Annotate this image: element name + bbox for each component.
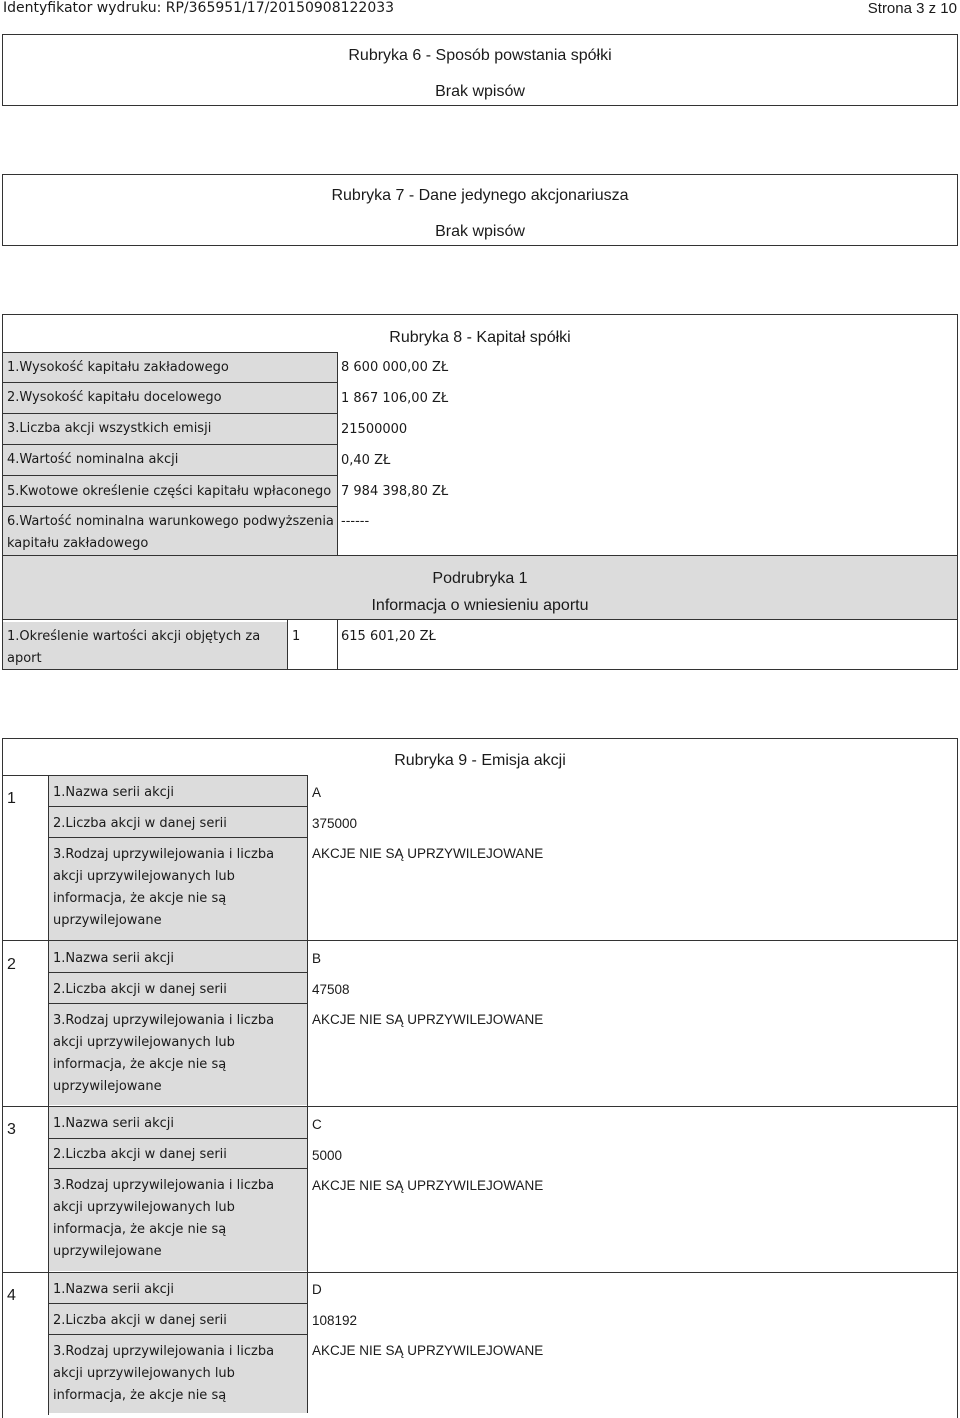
aport-index: 1 (292, 629, 301, 644)
rubryka-7-value: Brak wpisów (435, 223, 525, 240)
series-name-1: A (312, 785, 322, 800)
rubryka-6-title: Rubryka 6 - Sposób powstania spółki (348, 47, 612, 64)
series-index-2: 2 (7, 956, 16, 973)
series-count-label: 2.Liczba akcji w danej serii (53, 1313, 227, 1328)
kapital-value-1: 8 600 000,00 ZŁ (341, 360, 449, 375)
series-pref-label-3: informacja, że akcje nie są (53, 891, 227, 906)
series-name-2: B (312, 951, 322, 966)
series-pref-label-4: uprzywilejowane (53, 913, 162, 928)
print-header (0, 0, 960, 18)
series-pref-label-2: akcji uprzywilejowanych lub (53, 1200, 235, 1215)
series-labels-2 (49, 941, 307, 1105)
series-pref-label-3: informacja, że akcje nie są (53, 1057, 227, 1072)
kapital-value-6: ------ (341, 514, 370, 529)
series-count-1: 375000 (312, 816, 358, 831)
series-pref-4: AKCJE NIE SĄ UPRZYWILEJOWANE (312, 1343, 544, 1358)
series-index-3: 3 (7, 1121, 16, 1138)
series-labels-4 (49, 1273, 307, 1413)
page-number: Strona 3 z 10 (867, 0, 957, 17)
rubryka-6 (2, 34, 958, 106)
series-pref-label-1: 3.Rodzaj uprzywilejowania i liczba (53, 1178, 275, 1193)
series-name-label: 1.Nazwa serii akcji (53, 1116, 174, 1131)
series-count-label: 2.Liczba akcji w danej serii (53, 1147, 227, 1162)
series-pref-label-1: 3.Rodzaj uprzywilejowania i liczba (53, 1344, 275, 1359)
podrubryka-1-subtitle: Informacja o wniesieniu aportu (371, 597, 589, 614)
kapital-label-4: 4.Wartość nominalna akcji (3, 445, 337, 475)
kapital-label-6-line1: 6.Wartość nominalna warunkowego podwyższenia (7, 514, 334, 529)
series-pref-label-3: informacja, że akcje nie są (53, 1222, 227, 1237)
series-count-label: 2.Liczba akcji w danej serii (53, 816, 227, 831)
series-pref-label-1: 3.Rodzaj uprzywilejowania i liczba (53, 847, 275, 862)
rubryka-7-title: Rubryka 7 - Dane jedynego akcjonariusza (331, 187, 629, 204)
series-pref-label-2: akcji uprzywilejowanych lub (53, 1035, 235, 1050)
aport-label-line2: aport (7, 651, 42, 666)
kapital-label-1: 1.Wysokość kapitału zakładowego (3, 353, 337, 382)
series-name-4: D (312, 1282, 322, 1297)
series-count-3: 5000 (312, 1148, 343, 1163)
series-name-label: 1.Nazwa serii akcji (53, 785, 174, 800)
series-pref-label-2: akcji uprzywilejowanych lub (53, 869, 235, 884)
series-name-label: 1.Nazwa serii akcji (53, 951, 174, 966)
series-labels-1 (49, 776, 307, 940)
kapital-label-2: 2.Wysokość kapitału docelowego (3, 383, 337, 413)
series-pref-1: AKCJE NIE SĄ UPRZYWILEJOWANE (312, 846, 544, 861)
series-name-3: C (312, 1117, 322, 1132)
kapital-label-6-line2: kapitału zakładowego (7, 536, 149, 551)
series-pref-3: AKCJE NIE SĄ UPRZYWILEJOWANE (312, 1178, 544, 1193)
kapital-label-6 (3, 507, 337, 555)
series-name-label: 1.Nazwa serii akcji (53, 1282, 174, 1297)
kapital-value-2: 1 867 106,00 ZŁ (341, 391, 449, 406)
series-pref-label-4: uprzywilejowane (53, 1244, 162, 1259)
rubryka-9-title: Rubryka 9 - Emisja akcji (394, 752, 566, 769)
kapital-value-3: 21500000 (341, 422, 408, 437)
aport-label (3, 622, 287, 669)
series-count-4: 108192 (312, 1313, 358, 1328)
aport-label-line1: 1.Określenie wartości akcji objętych za (7, 629, 261, 644)
series-index-1: 1 (7, 790, 16, 807)
kapital-label-3: 3.Liczba akcji wszystkich emisji (3, 414, 337, 444)
podrubryka-1 (2, 555, 958, 620)
series-count-2: 47508 (312, 982, 350, 997)
aport-value: 615 601,20 ZŁ (341, 629, 436, 644)
series-labels-3 (49, 1107, 307, 1271)
kapital-label-5: 5.Kwotowe określenie części kapitału wpłaconego (3, 476, 337, 506)
series-pref-label-4: uprzywilejowane (53, 1079, 162, 1094)
kapital-value-4: 0,40 ZŁ (341, 453, 391, 468)
series-index-4: 4 (7, 1287, 16, 1304)
series-pref-label-1: 3.Rodzaj uprzywilejowania i liczba (53, 1013, 275, 1028)
series-pref-label-3: informacja, że akcje nie są (53, 1388, 227, 1403)
series-pref-label-2: akcji uprzywilejowanych lub (53, 1366, 235, 1381)
rubryka-7 (2, 174, 958, 246)
print-id: Identyfikator wydruku: RP/365951/17/20150908122033 (3, 0, 395, 16)
podrubryka-1-title: Podrubryka 1 (432, 570, 528, 587)
rubryka-6-value: Brak wpisów (435, 83, 525, 100)
rubryka-8-title: Rubryka 8 - Kapitał spółki (389, 329, 571, 346)
kapital-value-5: 7 984 398,80 ZŁ (341, 484, 449, 499)
series-count-label: 2.Liczba akcji w danej serii (53, 982, 227, 997)
series-pref-2: AKCJE NIE SĄ UPRZYWILEJOWANE (312, 1012, 544, 1027)
